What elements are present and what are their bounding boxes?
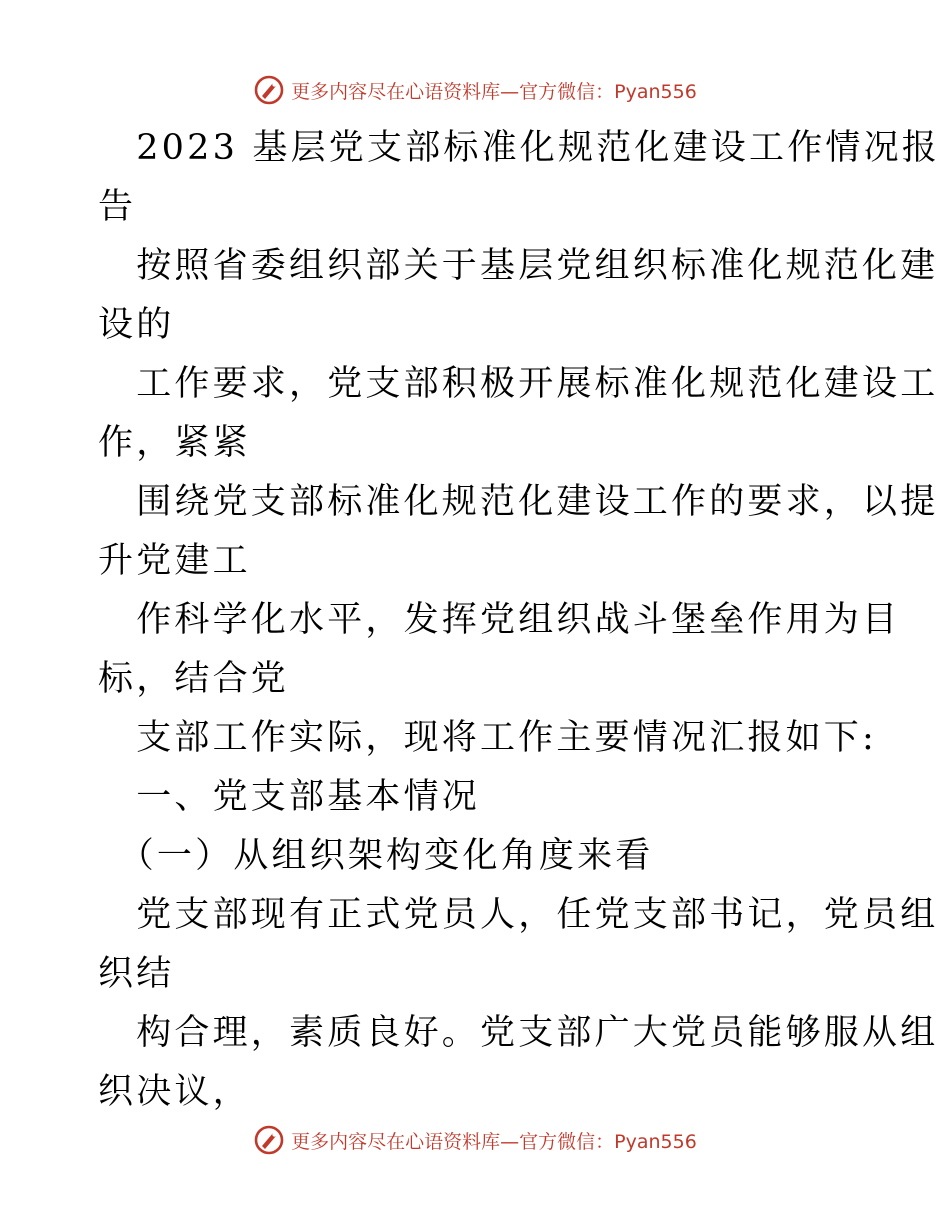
doc-line: 构合理，素质良好。党支部广大党员能够服从组 [98, 1013, 939, 1053]
watermark-banner-bottom [0, 1120, 950, 1160]
doc-line: 升党建工 [98, 541, 251, 581]
doc-line: 支部工作实际，现将工作主要情况汇报如下: [98, 718, 877, 758]
doc-line: 作科学化水平，发挥党组织战斗堡垒作用为目 [98, 600, 901, 640]
subsection-heading: （一）从组织架构变化角度来看 [98, 836, 654, 876]
doc-line: 2023 基层党支部标准化规范化建设工作情况报 [98, 128, 940, 168]
doc-line: 党支部现有正式党员人，任党支部书记，党员组 [98, 895, 939, 935]
doc-line: 织决议， [98, 1072, 251, 1112]
doc-line: 工作要求，党支部积极开展标准化规范化建设工 [98, 364, 939, 404]
section-heading: 一、党支部基本情况 [98, 777, 481, 817]
watermark-text: 更多内容尽在心语资料库—官方微信：Pyan556 [291, 80, 697, 103]
doc-line: 设的 [98, 305, 175, 345]
doc-line: 织结 [98, 954, 175, 994]
doc-line: 围绕党支部标准化规范化建设工作的要求，以提 [98, 482, 939, 522]
doc-line: 按照省委组织部关于基层党组织标准化规范化建 [98, 246, 939, 286]
brand-logo-icon [253, 1124, 285, 1156]
watermark-text: 更多内容尽在心语资料库—官方微信：Pyan556 [291, 1130, 697, 1153]
doc-line: 作，紧紧 [98, 423, 251, 463]
doc-line: 告 [98, 187, 137, 227]
doc-line: 标，结合党 [98, 659, 290, 699]
